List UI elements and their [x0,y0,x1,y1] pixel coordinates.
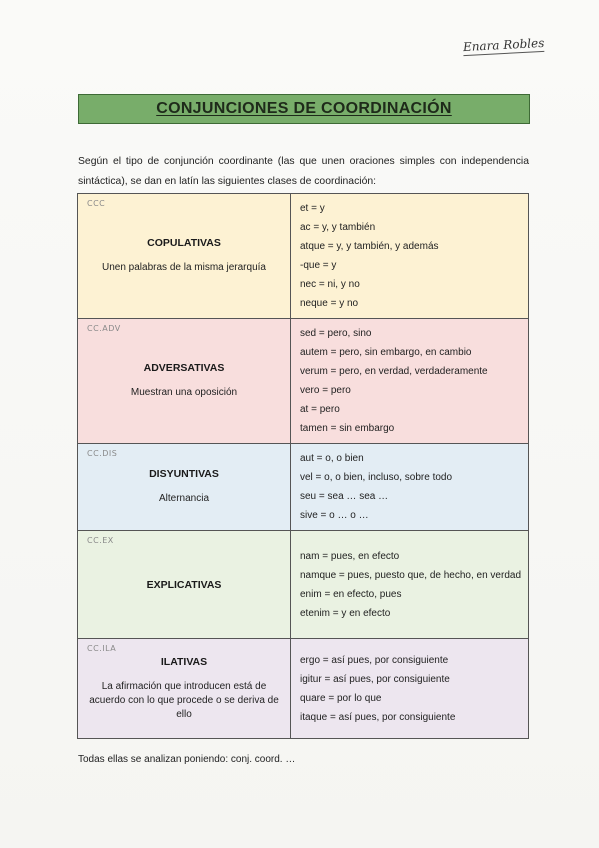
category-description: Muestran una oposición [130,387,238,398]
conjunction-item: at = pero [300,404,340,415]
category-cell [78,444,291,531]
conjunctions-table [77,193,529,739]
category-cell [78,194,291,319]
footer-note: Todas ellas se analizan poniendo: conj. coord. … [78,754,296,765]
category-name: DISYUNTIVAS [149,468,219,480]
intro-paragraph: Según el tipo de conjunción coordinante (las que unen oraciones simples con independencia sintáctica), se dan en latín las siguientes clases de coordinación: [78,156,529,188]
conjunction-item: tamen = sin embargo [300,423,395,434]
conjunction-item: ac = y, y también [300,222,376,233]
handwritten-code: CCC [87,199,106,208]
conjunction-item: atque = y, y también, y además [300,241,439,252]
category-description: Unen palabras de la misma jerarquía [102,262,266,273]
conjunction-item: quare = por lo que [300,692,382,704]
conjunction-item: -que = y [300,260,337,271]
table-row [78,444,529,531]
conjunctions-cell [291,194,529,319]
category-cell [78,319,291,444]
handwritten-code: CC.DIS [87,449,118,458]
conjunction-item: neque = y no [300,298,359,309]
conjunction-item: seu = sea … sea … [300,491,389,502]
table-row [78,319,529,444]
conjunction-item: aut = o, o bien [300,453,364,464]
conjunctions-cell [291,531,529,639]
conjunction-item: ergo = así pues, por consiguiente [300,654,449,666]
conjunction-item: vel = o, o bien, incluso, sobre todo [300,472,453,483]
table-row [78,531,529,639]
category-name: ADVERSATIVAS [143,362,225,374]
category-description: La afirmación que introducen está de acuerdo con lo que procede o se deriva de ello [89,680,279,720]
conjunction-item: etenim = y en efecto [300,607,391,619]
category-name: ILATIVAS [160,655,208,668]
conjunction-item: nec = ni, y no [300,279,360,290]
handwritten-signature: Enara Robles [462,35,545,55]
conjunction-item: vero = pero [300,385,351,396]
category-description: Alternancia [158,493,210,504]
handwritten-code: CC.ADV [87,324,121,333]
table-row [78,194,529,319]
conjunction-item: namque = pues, puesto que, de hecho, en verdad [300,569,522,581]
category-name: COPULATIVAS [147,237,221,249]
conjunction-item: sive = o … o … [300,510,369,521]
page-title: CONJUNCIONES DE COORDINACIÓN [156,100,452,117]
handwritten-code: CC.ILA [87,644,117,653]
conjunction-item: igitur = así pues, por consiguiente [300,673,450,685]
title-banner [78,94,530,124]
conjunction-item: nam = pues, en efecto [300,550,400,562]
conjunctions-cell [291,639,529,739]
conjunction-item: enim = en efecto, pues [300,588,402,600]
category-name: EXPLICATIVAS [146,578,222,591]
handwritten-code: CC.EX [87,536,114,545]
category-cell [78,639,291,739]
conjunction-item: itaque = así pues, por consiguiente [300,711,456,723]
conjunction-item: autem = pero, sin embargo, en cambio [300,347,472,358]
table-row [78,639,529,739]
category-cell [78,531,291,639]
conjunction-item: sed = pero, sino [300,328,372,339]
conjunction-item: verum = pero, en verdad, verdaderamente [300,366,488,377]
conjunctions-cell [291,319,529,444]
conjunctions-cell [291,444,529,531]
conjunction-item: et = y [300,203,325,214]
